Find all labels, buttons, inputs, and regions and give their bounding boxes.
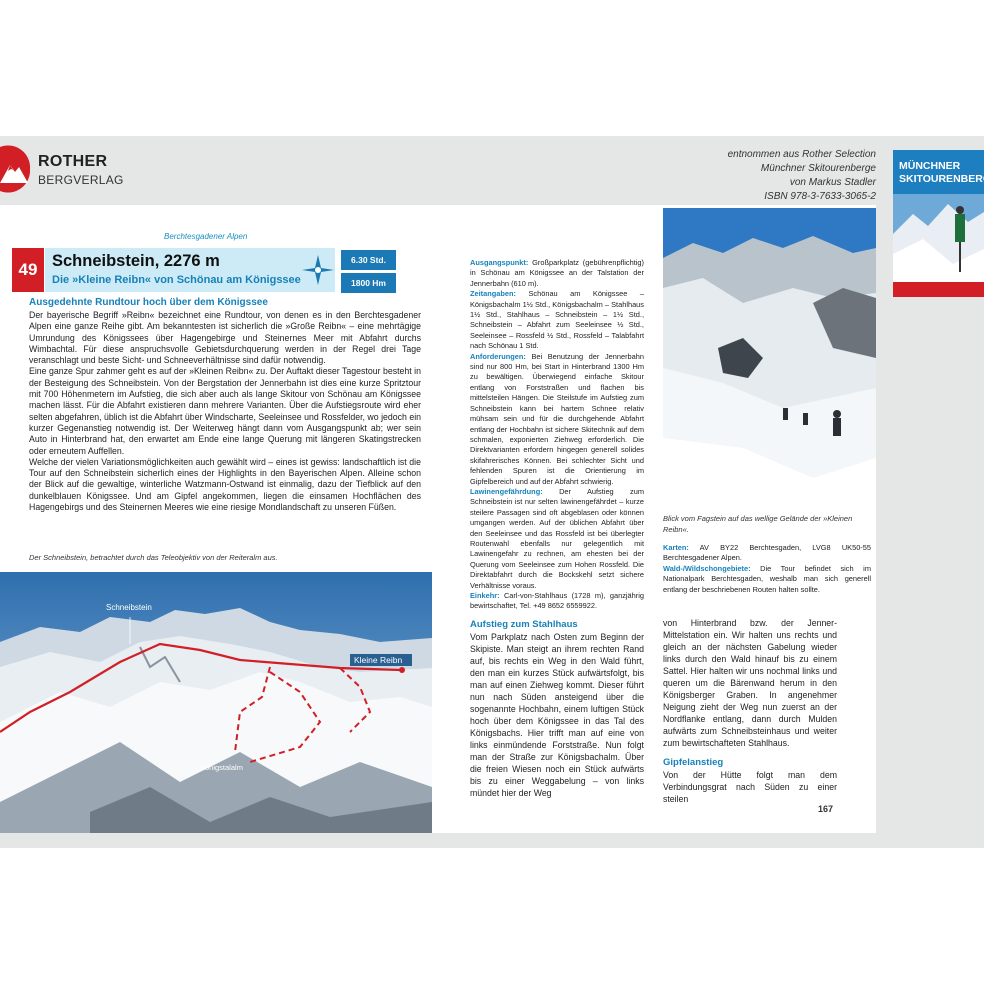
info-label: Karten: xyxy=(663,543,689,552)
publisher-logo xyxy=(0,145,140,195)
publisher-sub: BERGVERLAG xyxy=(38,173,124,187)
lead-text xyxy=(29,310,421,513)
info-label: Anforderungen: xyxy=(470,351,526,361)
info-label: Zeitangaben: xyxy=(470,289,516,299)
section-heading: Gipfelanstieg xyxy=(663,757,724,768)
info-text: Großparkplatz (gebührenpflichtig) in Schönau am Königssee an der Talstation der Jennerbahn (610 m). xyxy=(470,258,644,288)
route-text: Von der Hütte folgt man dem Verbindungsgrat nach Süden zu einer steilen xyxy=(663,770,837,804)
info-item xyxy=(663,564,871,595)
section-heading: Aufstieg zum Stahlhaus xyxy=(470,619,578,630)
compass-icon xyxy=(300,253,336,287)
source-note xyxy=(636,148,876,204)
mountain-logo-icon xyxy=(0,145,34,191)
info-item xyxy=(470,487,644,591)
lead-heading: Ausgedehnte Rundtour hoch über dem Königssee xyxy=(29,297,268,308)
info-item xyxy=(470,591,644,612)
route-text: von Hinterbrand bzw. der Jenner-Mittelstation ein. Wir halten uns rechts und gleich an der nächsten Gabelung wieder links durch den Wald hinauf bis zu einem Sattel. Hier halten wir uns nochmal links und queren um die Bärenwand herum in den Königsberger Graben. In angenehmer Neigung zieht der Weg nun zuerst an der Nordflanke entlang, dann durch Mulden aufwärts zum Schneibsteinhaus und weiter zum bewirtschafteten Stahlhaus. xyxy=(663,618,837,748)
paragraph: Welche der vielen Variationsmöglichkeiten auch gewählt wird – eines ist gewiss: landschaftlich ist die Tour auf den Schneibstein sicherlich eines der Highlights in den Bayerischen Alpen. Alleine schon der Blick auf die gewaltige, winterliche Watzmann-Ostwand ist einmalig, dazu der Tiefblick auf den dunkelblauen Königssee. Und am Gipfel angekommen, liegen die einsamen Hochflächen des Hagengebirgs und des Steinernen Meeres wie eine riesige Mondlandschaft zu unseren Füßen. xyxy=(29,456,421,513)
info-column xyxy=(470,258,644,612)
tour-number: 49 xyxy=(12,248,44,292)
page-number: 167 xyxy=(818,804,834,814)
elevation-badge: 1800 Hm xyxy=(341,273,396,293)
cover-title xyxy=(899,160,998,186)
info-item xyxy=(470,352,644,487)
cover-photo xyxy=(893,194,984,297)
info-text: Carl-von-Stahlhaus (1728 m), ganzjährig bewirtschaftet, Tel. +49 8652 6559922. xyxy=(470,591,644,611)
route-column-left xyxy=(470,617,644,799)
route-column-right xyxy=(663,617,837,805)
tour-title-box xyxy=(45,248,335,292)
info-text: Bei Benutzung der Jennerbahn sind nur 800 Hm, bei Start in Hinterbrand 1300 Hm zu bewältigen. Überwiegend einfache Skitour entlang von Forststraßen und flachen bis mittelsteilen Hängen. Die Steilstufe im Aufstieg zum Schneibstein kann bei hartem Schnee relativ mühsam sein und für die durchgehende Abfahrt entlang der Hochbahn ist sichere Skitechnik auf dem schmalen, exponierten Ziehweg erforderlich. Die Direktvarianten erfordern hingegen generell solides skifahrerisches Können. Bei schlechter Sicht und fehlenden Spuren ist die Orientierung im Gipfelbereich und auf der Abfahrt schwierig. xyxy=(470,351,644,486)
route-label: Kleine Reibn xyxy=(354,655,403,665)
source-line: entnommen aus Rother Selection xyxy=(727,149,876,160)
cover-title-line: SKITOURENBERGE xyxy=(899,173,998,185)
info-item xyxy=(470,258,644,289)
info-item xyxy=(663,543,871,564)
info-column-2 xyxy=(663,543,871,595)
info-text: Die Tour befindet sich im Nationalpark Berchtesgaden, weshalb man sich generell entlang der beschriebenen Routen halten sollte. xyxy=(663,563,871,594)
info-label: Wald-/Wildschongebiete: xyxy=(663,563,751,573)
source-line: von Markus Stadler xyxy=(789,177,876,188)
peak-label: Schneibstein xyxy=(106,603,152,612)
info-item xyxy=(470,289,644,351)
route-text: Vom Parkplatz nach Osten zum Beginn der Skipiste. Man steigt an ihrem rechten Rand auf, bis rechts ein Weg in den Wald führt, den man ein kurzes Stück aufwärtsfolgt, bis man auf einen Ziehweg kommt. Dieser führt nun nach Süden ansteigend über die sogenannte Hochbahn, einem luftigen Stück hoch über dem Königssee in das Tal des Königsbachs. Hier trifft man auf eine von links einmündende Forststraße. Nun folgt man der Straße zur Königsbachalm. Über die freien Wiesen noch ein Stück aufwärts bis zu einer Weggabelung – von links mündet hier der Weg xyxy=(470,632,644,798)
info-text: Schönau am Königssee – Königsbachalm 1½ Std., Königsbachalm – Stahlhaus 1½ Std., Stahlhaus – Schneibstein – 1½ Std., Schneibstein – Abfahrt zum Seeleinsee ½ Std., Seeleinsee – Rossfeld ½ Std., Rossfeld – Talabfahrt nach Schönau 1 Std. xyxy=(470,289,644,351)
time-badge: 6.30 Std. xyxy=(341,250,396,270)
paragraph: Der bayerische Begriff »Reibn« bezeichnet eine Rundtour, von denen es in den Berchtesgadener Alpen eine ganze Reihe gibt. Am bekanntesten ist sicherlich die »Große Reibn« – eine mehrtägige Umrundung des Königssees über Hagengebirge und Steinernes Meer mit Abfahrt durchs Wimbachtal. Für diese anspruchsvolle Gebietsdurchquerung werden in der Regel drei Tage veranschlagt und beste Sicht- und Schneeverhältnisse sind dafür notwendig. xyxy=(29,310,421,366)
publisher-name: ROTHER xyxy=(38,153,108,170)
panorama-caption: Der Schneibstein, betrachtet durch das Teleobjektiv von der Reiteralm aus. xyxy=(29,553,278,562)
alm-label: Königstalalm xyxy=(200,763,243,772)
panorama-photo xyxy=(0,572,432,833)
info-label: Lawinengefährdung: xyxy=(470,486,543,496)
cover-title-line: MÜNCHNER xyxy=(899,160,961,172)
source-line: Münchner Skitourenberge xyxy=(760,163,876,174)
book-cover xyxy=(893,150,998,297)
info-label: Ausgangspunkt: xyxy=(470,258,529,267)
tour-subtitle: Die »Kleine Reibn« von Schönau am Königssee xyxy=(52,274,301,286)
info-label: Einkehr: xyxy=(470,591,500,600)
source-line: ISBN 978-3-7633-3065-2 xyxy=(764,191,876,202)
skitour-photo xyxy=(663,208,876,508)
info-text: Der Aufstieg zum Schneibstein ist nur selten lawinengefährdet – kurze steilere Passagen sind oft abgeblasen oder können umgangen werden. Auf der üblichen Abfahrt über den Seeleinsee und das Rossfeld ist bei überlegter Routenwahl ebenfalls nur gelegentlich mit Lawinengefahr zu rechnen, am ehesten bei der Querung vom Seeleinsee zum Hohen Rossfeld. Die Direktabfahrt durch die Bockskehl setzt sichere Verhältnisse voraus. xyxy=(470,486,644,590)
tour-title: Schneibstein, 2276 m xyxy=(52,252,220,270)
info-text: AV BY22 Berchtesgaden, LVG8 UK50-55 Berchtesgadener Alpen. xyxy=(663,543,871,563)
paragraph: Eine ganze Spur zahmer geht es auf der »Kleinen Reibn« zu. Der Auftakt dieser Tagestour besteht in der Besteigung des Schneibstein. Von der Bergstation der Jennerbahn ist dies eine kurze Spritztour mit 700 Höhenmetern im Aufstieg, die sich aber auch als lange Skitour von Schönau am Königssee machen lässt. Für die Abfahrt existieren dann mehrere Varianten. Über die Aufstiegsroute wird eher selten abgefahren, üblich ist die Abfahrt über Windscharte, Seeleinsee und Rossfelder, wo jedoch ein kurzer Gegenanstieg notwendig ist. Der Weiterweg hängt dann vom Ausgangspunkt ab; wer sein Auto in Hinterbrand hat, den erwartet am Ende eine lange Querung mit längeren Skatingstrecken oder erneutem Auffellen. xyxy=(29,366,421,456)
region-label: Berchtesgadener Alpen xyxy=(164,232,248,241)
photo-caption: Blick vom Fagstein auf das wellige Gelände der »Kleinen Reibn«. xyxy=(663,514,853,534)
